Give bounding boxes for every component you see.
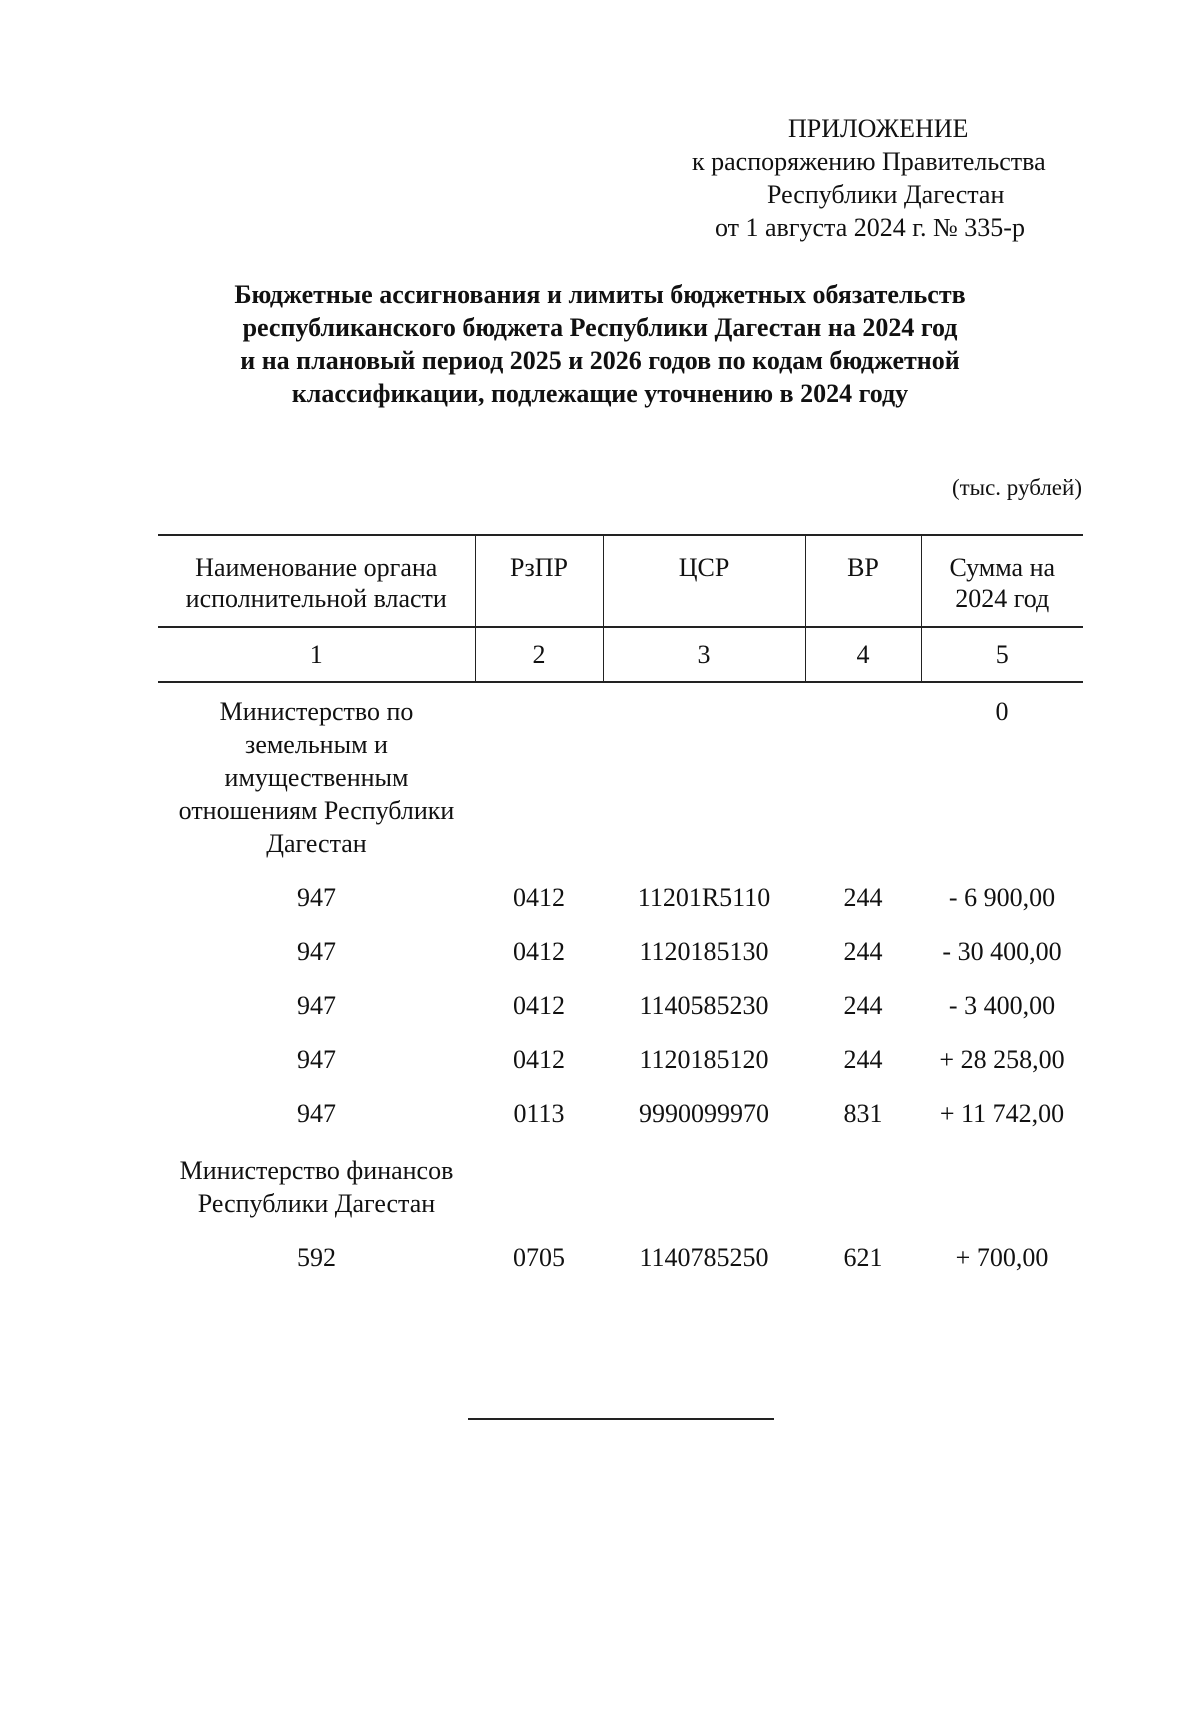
organization-name-line: отношениям Республики <box>178 796 455 825</box>
cell-vr: 244 <box>843 936 883 966</box>
cell-sum: + 700,00 <box>955 1242 1049 1272</box>
cell-code: 947 <box>297 990 336 1020</box>
cell-vr: 244 <box>843 882 883 912</box>
cell-sum: - 6 900,00 <box>948 882 1056 912</box>
organization-row <box>158 682 1083 870</box>
table-row <box>158 924 1083 978</box>
cell-code: 947 <box>297 1098 336 1128</box>
document-title <box>160 278 1040 410</box>
cell-vr: 244 <box>843 1044 883 1074</box>
title-line: республиканского бюджета Республики Дагестан на 2024 год <box>242 313 958 342</box>
cell-rzpr: 0412 <box>513 1044 565 1074</box>
table-row <box>158 1230 1083 1284</box>
organization-name-line: земельным и <box>245 730 388 759</box>
column-number: 3 <box>603 627 805 682</box>
cell-csr: 1120185130 <box>639 936 769 966</box>
appendix-heading: ПРИЛОЖЕНИЕ <box>788 114 969 143</box>
cell-rzpr: 0412 <box>513 936 565 966</box>
cell-rzpr: 0705 <box>513 1242 565 1272</box>
appendix-line: Республики Дагестан <box>767 180 1005 209</box>
organization-name-line: имущественным <box>224 763 409 792</box>
table-header-row <box>158 535 1083 627</box>
header-text: Сумма на <box>949 553 1056 582</box>
cell-csr: 1120185120 <box>639 1044 769 1074</box>
cell-code: 592 <box>297 1242 336 1272</box>
cell-code: 947 <box>297 1044 336 1074</box>
table-row <box>158 870 1083 924</box>
header-csr: ЦСР <box>603 535 805 627</box>
organization-name <box>158 1140 475 1230</box>
organization-row <box>158 1140 1083 1230</box>
header-sum <box>921 535 1083 627</box>
header-vr: ВР <box>805 535 921 627</box>
cell-sum: + 11 742,00 <box>939 1098 1065 1128</box>
organization-total: 0 <box>995 697 1009 726</box>
budget-table <box>158 534 1083 1284</box>
header-text: Наименование органа <box>195 553 438 582</box>
cell-rzpr: 0412 <box>513 882 565 912</box>
organization-name-line: Дагестан <box>266 829 367 858</box>
cell-code: 947 <box>297 936 336 966</box>
units-note: (тыс. рублей) <box>951 475 1082 500</box>
organization-name-line: Министерство по <box>219 697 414 726</box>
cell-csr: 1140785250 <box>639 1242 769 1272</box>
header-text: 2024 год <box>955 584 1050 613</box>
header-rzpr: РзПР <box>475 535 603 627</box>
cell-csr: 1140585230 <box>639 990 769 1020</box>
appendix-block <box>640 112 1080 244</box>
appendix-date-number: от 1 августа 2024 г. № 335-р <box>715 213 1025 242</box>
title-line: и на плановый период 2025 и 2026 годов по кодам бюджетной <box>240 346 960 375</box>
title-line: классификации, подлежащие уточнению в 2024 году <box>291 379 909 408</box>
cell-code: 947 <box>297 882 336 912</box>
cell-sum: - 3 400,00 <box>948 990 1056 1020</box>
cell-sum: - 30 400,00 <box>942 936 1062 966</box>
table-row <box>158 978 1083 1032</box>
organization-name-line: Министерство финансов <box>179 1156 454 1185</box>
cell-vr: 831 <box>843 1098 883 1128</box>
title-line: Бюджетные ассигнования и лимиты бюджетных обязательств <box>234 280 966 309</box>
cell-rzpr: 0113 <box>513 1098 565 1128</box>
table-row <box>158 1032 1083 1086</box>
cell-rzpr: 0412 <box>513 990 565 1020</box>
table-row <box>158 1086 1083 1140</box>
cell-vr: 244 <box>843 990 883 1020</box>
organization-name-line: Республики Дагестан <box>197 1189 436 1218</box>
appendix-line: к распоряжению Правительства <box>692 147 1046 176</box>
header-authority-name <box>158 535 475 627</box>
column-number: 4 <box>805 627 921 682</box>
organization-name <box>158 682 475 870</box>
cell-sum: + 28 258,00 <box>939 1044 1065 1074</box>
column-number-row <box>158 627 1083 682</box>
closing-rule <box>468 1418 774 1420</box>
header-text: исполнительной власти <box>185 584 447 613</box>
column-number: 5 <box>921 627 1083 682</box>
column-number: 2 <box>475 627 603 682</box>
cell-vr: 621 <box>843 1242 883 1272</box>
cell-csr: 11201R5110 <box>637 882 771 912</box>
cell-csr: 9990099970 <box>639 1098 769 1128</box>
column-number: 1 <box>158 627 475 682</box>
